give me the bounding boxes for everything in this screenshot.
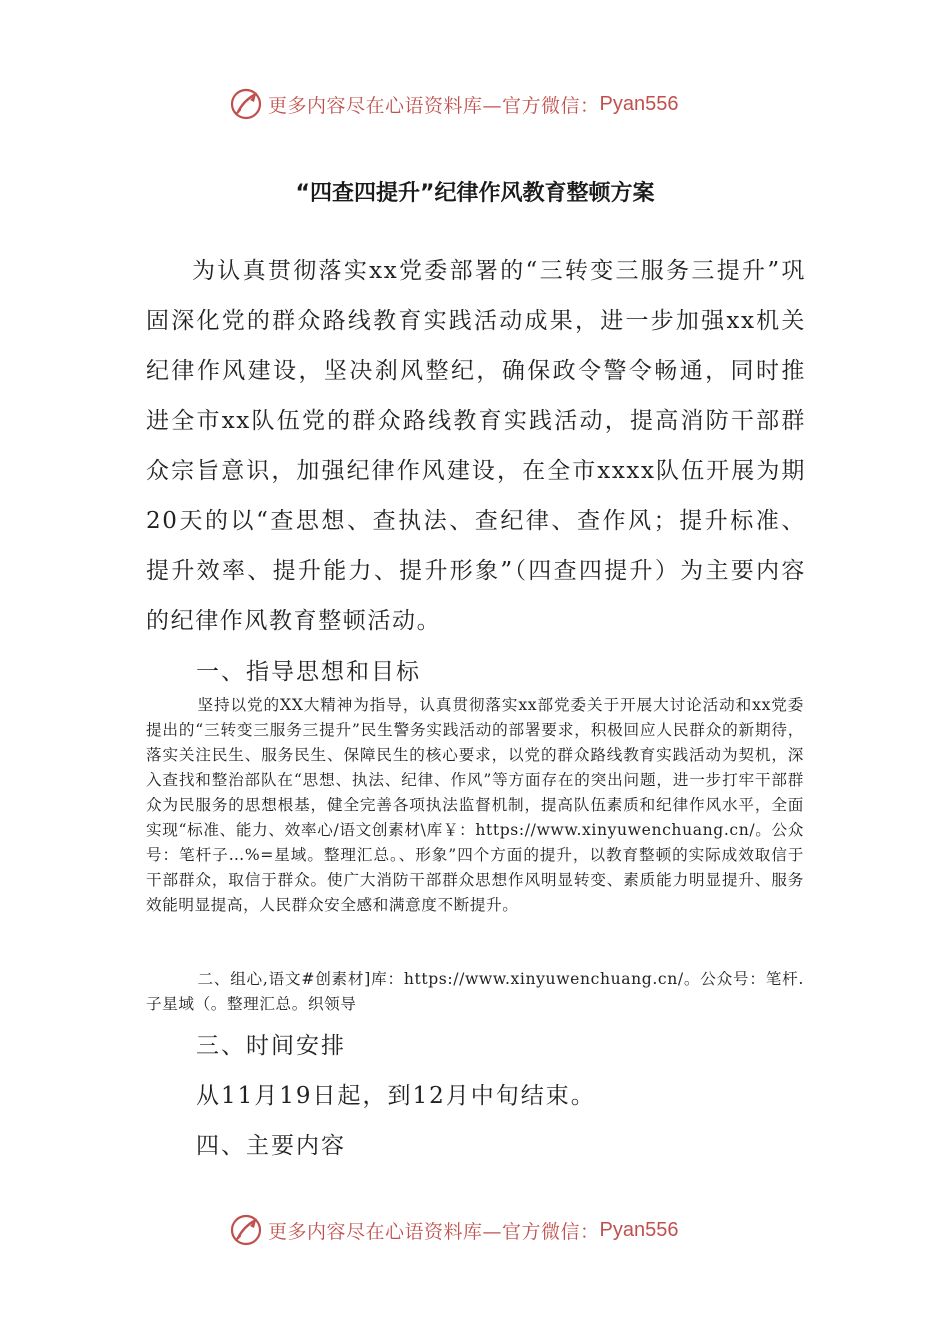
watermark-text: 更多内容尽在心语资料库—官方微信：: [268, 1220, 600, 1243]
watermark-wechat-id: Pyan556: [599, 1218, 679, 1241]
watermark-wechat-id: Pyan556: [599, 92, 679, 115]
section3-paragraph: 从11月19日起，到12月中旬结束。: [196, 1083, 596, 1109]
pen-logo-icon: [228, 1212, 264, 1248]
section2-paragraph: 二、组心,语文#创素材]库：https://www.xinyuwenchuang.cn/。公众号：笔杆.子星域（。整理汇总。织领导: [146, 970, 804, 1013]
section1-paragraph: 坚持以党的XX大精神为指导，认真贯彻落实xx部党委关于开展大讨论活动和xx党委提出的“三转变三服务三提升”民生警务实践活动的部署要求，积极回应人民群众的新期待，落实关注民生、服务民生、保障民生的核心要求，以党的群众路线教育实践活动为契机，深入查找和整治部队在“思想、执法、纪律、作风”等方面存在的突出问题，进一步打牢干部群众为民服务的思想根基，健全完善各项执法监督机制，提高队伍素质和纪律作风水平，全面实现“标准、能力、效率心/语文创素材\库￥：https://www.xinyuwenchuang.cn/。公众号：笔杆子…%=星域。整理汇总。、形象”四个方面的提升，以教育整顿的实际成效取信于干部群众，取信于群众。使广大消防干部群众思想作风明显转变、素质能力明显提升、服务效能明显提高，人民群众安全感和满意度不断提升。: [146, 696, 804, 914]
watermark-text: 更多内容尽在心语资料库—官方微信：: [268, 94, 600, 117]
section1-heading: 一、指导思想和目标: [196, 659, 421, 685]
section4-heading: 四、主要内容: [196, 1133, 346, 1159]
watermark-header: [228, 84, 678, 124]
intro-paragraph: 为认真贯彻落实xx党委部署的“三转变三服务三提升”巩固深化党的群众路线教育实践活动成果，进一步加强xx机关纪律作风建设，坚决刹风整纪，确保政令警令畅通，同时推进全市xx队伍党的群众路线教育实践活动，提高消防干部群众宗旨意识，加强纪律作风建设，在全市xxxx队伍开展为期20天的以“查思想、查执法、查纪律、查作风；提升标准、提升效率、提升能力、提升形象”（四查四提升）为主要内容的纪律作风教育整顿活动。: [146, 258, 806, 634]
document-title: “四查四提升”纪律作风教育整顿方案: [295, 181, 655, 206]
section3-heading: 三、时间安排: [196, 1033, 346, 1059]
pen-logo-icon: [228, 86, 264, 122]
watermark-footer: [228, 1210, 678, 1250]
